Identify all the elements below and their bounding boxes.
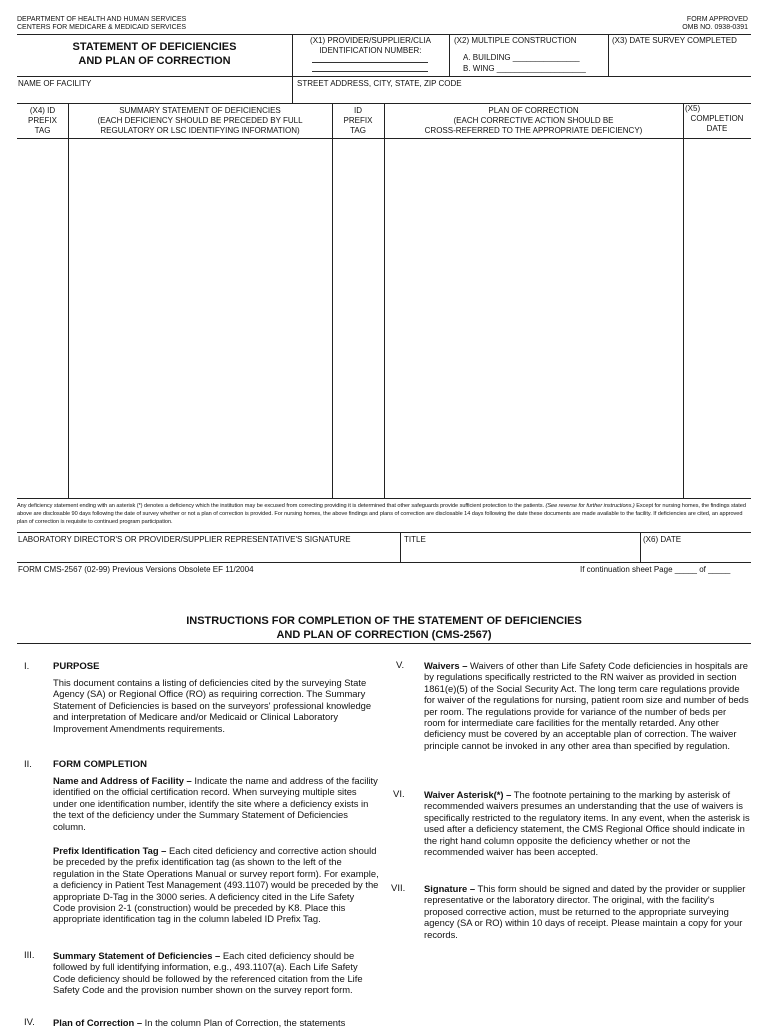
summary-statement-cell[interactable] [69,139,331,497]
col-x4-line1: (X4) ID [29,106,56,115]
col-header-x5 [683,104,751,134]
col-x4-line3: TAG [34,126,51,135]
divider-name-address [292,76,293,103]
col-summary-line3: REGULATORY OR LSC IDENTIFYING INFORMATION) [100,126,300,135]
x1-provider-id [292,36,449,56]
form-title-line1: STATEMENT OF DEFICIENCIES [72,41,237,53]
instructions-heading-line2: AND PLAN OF CORRECTION (CMS-2567) [276,629,492,641]
col-x5-line3: DATE [706,124,728,133]
centers-name: CENTERS FOR MEDICARE & MEDICAID SERVICES [17,24,187,31]
section-ii-name-address [53,775,379,832]
x2-wing-field[interactable]: B. WING ____________________ [463,64,586,73]
col-x5-line2: COMPLETION [690,114,744,123]
x3-label: (X3) DATE SURVEY COMPLETED [612,36,737,45]
waivers-text: Waivers of other than Life Safety Code deficiencies in hospitals are by regulations specifically restricted to the RN waiver as provided in section 1861(e)(5) of the Social Security Act. The long term care regulations provide for waiver of the regulations for nursing, patient room size and number of beds per room. The regulations provide for variance of the number of beds per room for intermediate care facilities for the mentally retarded. Any other deficiency must be covered by an acceptable plan of correction. The waiver principle cannot be invoked in any other area than specified by regulation. [424,660,749,751]
col-plan-line2: (EACH CORRECTIVE ACTION SHOULD BE [453,116,614,125]
section-v-text [424,660,750,751]
summary-statement-label: Summary Statement of Deficiencies – [53,950,221,961]
x2-building-field[interactable]: A. BUILDING _______________ [463,53,580,62]
instructions-heading [17,614,751,642]
omb-number: OMB NO. 0938-0391 [682,24,748,31]
prefix-tag-label: Prefix Identification Tag – [53,845,167,856]
name-address-label: Name and Address of Facility – [53,775,192,786]
prefix-tag-text: Each cited deficiency and corrective action should be preceded by the prefix identification tag (as shown to the left of the regulation in the State Operations Manual or survey report form). For example, a deficiency in Patient Test Management (493.1107) would be preceded by the appropriate D-Tag in the 3000 series. A deficiency cited in the Life Safety Code provision 2-1 (construction) would be preceded by K8. Place this appropriate identification tag in the column labeled ID Prefix Tag. [53,845,379,925]
waiver-asterisk-text: The footnote pertaining to the marking by asterisk of recommended waivers presumes an understanding that the use of waivers is specifically restricted to the regulatory items. In any event, when the asterisk is used after a deficiency statement, the CMS Regional Office should indicate in the right hand column opposite the deficiency whether or not the recommended waiver has been accepted. [424,789,750,858]
form-title [17,40,292,68]
section-vi-number: VI. [393,789,405,800]
department-header [17,16,186,32]
footnote-part-a: Any deficiency statement ending with an asterisk (*) denotes a deficiency which the institution may be excused from correcting providing it is determined that other safeguards provide sufficient protection to the patients. [17,503,545,509]
col-id-line1: ID [354,106,362,115]
continuation-sheet: If continuation sheet Page _____ of _____ [580,565,731,574]
form-approved: FORM APPROVED [686,16,748,23]
x1-entry-line-2[interactable] [312,71,428,72]
divider-x2-x3 [608,34,609,76]
section-vii-number: VII. [391,883,406,894]
title-field[interactable] [401,546,639,561]
x2-label: (X2) MULTIPLE CONSTRUCTION [454,36,577,45]
id-prefix-cell[interactable] [333,139,383,497]
col-summary-line1: SUMMARY STATEMENT OF DEFICIENCIES [119,106,281,115]
signature-field[interactable] [18,546,399,561]
instructions-heading-line1: INSTRUCTIONS FOR COMPLETION OF THE STATEMENT OF DEFICIENCIES [186,615,582,627]
name-of-facility-label: NAME OF FACILITY [18,79,92,88]
col-header-summary [68,106,332,136]
plan-of-correction-cell[interactable] [385,139,682,497]
instructions-rule [17,643,751,644]
col-id-line2: PREFIX [343,116,373,125]
col-id-line3: TAG [350,126,366,135]
section-i-number: I. [24,661,30,672]
row-divider-1 [17,76,751,77]
form-number: FORM CMS-2567 (02-99) Previous Versions Obsolete EF 11/2004 [18,565,254,574]
dept-name: DEPARTMENT OF HEALTH AND HUMAN SERVICES [17,16,187,23]
form-top-border [17,34,751,35]
asterisk-footnote [17,502,751,527]
col-x4-line2: PREFIX [28,116,57,125]
title-label: TITLE [404,535,426,544]
section-vi-text [424,789,750,857]
x6-date-label: (X6) DATE [643,535,682,544]
section-vii-text [424,883,750,940]
section-i-title: PURPOSE [53,661,100,672]
section-i-text: This document contains a listing of deficiencies cited by the surveying State Agency (SA) or Regional Office (RO) as requiring correction. The Summary Statement of Deficiencies is based on the surveyors' professional knowledge and interpretation of Medicare and/or Medicaid or Clinical Laboratory Improvement Amendments requirements. [53,677,372,734]
section-ii-title: FORM COMPLETION [53,759,147,770]
street-address-label: STREET ADDRESS, CITY, STATE, ZIP CODE [297,79,462,88]
section-iv-number: IV. [24,1017,35,1028]
x4-prefix-cell[interactable] [18,139,67,497]
section-ii-prefix-tag [53,845,379,925]
signature-section-text: This form should be signed and dated by the provider or supplier representative or the laboratory director. The original, with the facility's proposed corrective action, must be returned to the appropriate surveying agency (SA or RO) within 10 days of receipt. Please maintain a copy for your records. [424,883,746,940]
waivers-label: Waivers – [424,660,468,671]
x1-entry-line-1[interactable] [312,62,428,63]
section-v-number: V. [396,660,405,671]
col-header-id [332,106,384,136]
divider-x1-x2 [449,34,450,76]
col-plan-line1: PLAN OF CORRECTION [488,106,579,115]
summary-statement-text: Each cited deficiency should be followed by full identifying information, e.g., 493.1107(a). Each Life Safety Code deficiency should be followed by the referenced citation from the Life Safety Code and the provision number shown on the survey report form. [53,950,363,996]
col-header-plan [384,106,683,136]
signature-bottom-border [17,562,751,563]
x1-label-line2: IDENTIFICATION NUMBER: [319,46,422,55]
waiver-asterisk-label: Waiver Asterisk(*) – [424,789,512,800]
form-title-line2: AND PLAN OF CORRECTION [78,55,231,67]
col-header-x4 [17,106,68,136]
plan-of-correction-text: In the column Plan of Correction, the statements [142,1017,346,1028]
col-plan-line3: CROSS-REFERRED TO THE APPROPRIATE DEFICIENCY) [424,126,643,135]
footnote-part-c: Except for nursing homes, the findings stated above are disclosable 90 days following the date of survey whether or not a plan of correction is provided. For nursing homes, the above findings and plans of correction are disclosable 14 days following the date these documents are made available to the facility. If deficiencies are cited, an approved plan of correction is requisite to continued program participation. [17,503,746,526]
section-iv-text [53,1017,379,1028]
x1-label-line1: (X1) PROVIDER/SUPPLIER/CLIA [310,36,431,45]
body-bottom-border [17,498,751,499]
section-ii-number: II. [24,759,32,770]
footnote-part-b: (See reverse for further instructions.) [545,503,635,509]
name-address-text: Indicate the name and address of the facility identified on the official certification record. When surveying multiple sites under one identification number, identify the site where a deficiency exists in the text of the deficiency under the Summary Statement of Deficiencies column. [53,775,378,832]
completion-date-cell[interactable] [684,139,750,497]
col-summary-line2: (EACH DEFICIENCY SHOULD BE PRECEDED BY FULL [97,116,303,125]
omb-block [682,16,748,32]
section-iii-text [53,950,379,996]
plan-of-correction-label: Plan of Correction – [53,1017,143,1028]
col-x5-line1: (X5) [685,104,701,113]
section-iii-number: III. [24,950,35,961]
signature-section-label: Signature – [424,883,476,894]
signature-label: LABORATORY DIRECTOR'S OR PROVIDER/SUPPLIER REPRESENTATIVE'S SIGNATURE [18,535,351,544]
date-field[interactable] [641,546,750,561]
